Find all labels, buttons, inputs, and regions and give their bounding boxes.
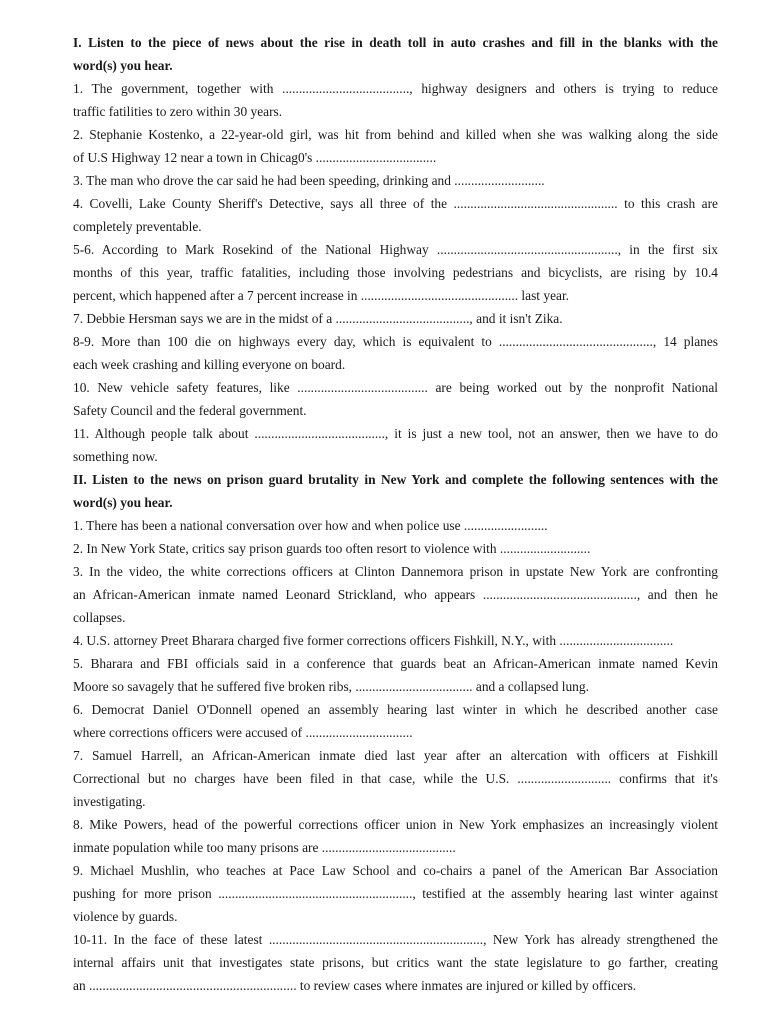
question-line: Safety Council and the federal government.	[73, 403, 307, 418]
section-2-items	[73, 514, 718, 997]
question-item	[73, 928, 718, 997]
question-line: 4. U.S. attorney Preet Bharara charged five former corrections officers Fishkill, N.Y., with ..................................	[73, 633, 674, 648]
question-line: 8. Mike Powers, head of the powerful corrections officer union in New York emphasizes an increasingly violent	[73, 817, 718, 832]
heading-line: II. Listen to the news on prison guard brutality in New York and complete the following sentences with the	[73, 472, 718, 487]
question-item	[73, 307, 718, 330]
question-line: 2. In New York State, critics say prison guards too often resort to violence with ...........................	[73, 541, 591, 556]
section-1-items	[73, 77, 718, 468]
question-line: traffic fatilities to zero within 30 years.	[73, 104, 283, 119]
question-line: 3. The man who drove the car said he had been speeding, drinking and ...........................	[73, 173, 545, 188]
question-item	[73, 192, 718, 238]
question-line: months of this year, traffic fatalities, including those involving pedestrians and bicyclists, are rising by 10.4	[73, 265, 718, 280]
section-1-heading	[73, 31, 718, 77]
heading-line: I. Listen to the piece of news about the rise in death toll in auto crashes and fill in the blanks with the	[73, 35, 718, 50]
question-line: percent, which happened after a 7 percent increase in ............................................... last year.	[73, 288, 570, 303]
question-line: 2. Stephanie Kostenko, a 22-year-old girl, was hit from behind and killed when she was walking along the side	[73, 127, 718, 142]
question-line: 4. Covelli, Lake County Sheriff's Detective, says all three of the ................................................. to this crash are	[73, 196, 718, 211]
question-line: 11. Although people talk about ......................................., it is just a new tool, not an answer, then we have to do	[73, 426, 718, 441]
worksheet-page	[73, 31, 718, 997]
question-item	[73, 376, 718, 422]
question-item	[73, 859, 718, 928]
question-item	[73, 422, 718, 468]
question-line: 10-11. In the face of these latest ................................................................, New York has already strengthened the	[73, 932, 718, 947]
section-1	[73, 31, 718, 468]
question-line: 3. In the video, the white corrections officers at Clinton Dannemora prison in upstate New York are confronting	[73, 564, 718, 579]
question-line: 1. The government, together with ......................................, highway designers and others is trying to reduce	[73, 81, 718, 96]
question-line: investigating.	[73, 794, 146, 809]
question-line: pushing for more prison .........................................................., testified at the assembly hearing last winter against	[73, 886, 718, 901]
heading-line: word(s) you hear.	[73, 58, 173, 73]
question-line: 1. There has been a national conversation over how and when police use .........................	[73, 518, 548, 533]
question-line: 7. Debbie Hersman says we are in the midst of a ........................................, and it isn't Zika.	[73, 311, 563, 326]
question-item	[73, 123, 718, 169]
question-line: 7. Samuel Harrell, an African-American inmate died last year after an altercation with officers at Fishkill	[73, 748, 718, 763]
question-line: an African-American inmate named Leonard Strickland, who appears .............................................., and then he	[73, 587, 718, 602]
question-line: 5-6. According to Mark Rosekind of the National Highway ......................................................, in the first six	[73, 242, 718, 257]
question-item	[73, 629, 718, 652]
question-line: violence by guards.	[73, 909, 178, 924]
question-line: 5. Bharara and FBI officials said in a conference that guards beat an African-American inmate named Kevin	[73, 656, 718, 671]
question-item	[73, 537, 718, 560]
question-item	[73, 652, 718, 698]
question-line: internal affairs unit that investigates state prisons, but critics want the state legislature to go farther, creating	[73, 955, 718, 970]
question-line: Moore so savagely that he suffered five broken ribs, ................................... and a collapsed lung.	[73, 679, 589, 694]
question-item	[73, 698, 718, 744]
section-2-heading	[73, 468, 718, 514]
question-line: 8-9. More than 100 die on highways every day, which is equivalent to .............................................., 14 planes	[73, 334, 718, 349]
question-item	[73, 560, 718, 629]
question-line: Correctional but no charges have been filed in that case, while the U.S. ............................ confirms that it's	[73, 771, 718, 786]
question-line: 6. Democrat Daniel O'Donnell opened an assembly hearing last winter in which he described another case	[73, 702, 718, 717]
section-2	[73, 468, 718, 997]
question-line: where corrections officers were accused of ................................	[73, 725, 413, 740]
question-item	[73, 330, 718, 376]
question-line: 10. New vehicle safety features, like ....................................... are being worked out by the nonprofit National	[73, 380, 718, 395]
question-line: of U.S Highway 12 near a town in Chicag0's ....................................	[73, 150, 437, 165]
question-line: an .............................................................. to review cases where inmates are injured or killed by officers.	[73, 978, 637, 993]
question-item	[73, 813, 718, 859]
question-item	[73, 514, 718, 537]
question-line: collapses.	[73, 610, 126, 625]
question-item	[73, 238, 718, 307]
question-line: 9. Michael Mushlin, who teaches at Pace Law School and co-chairs a panel of the American Bar Association	[73, 863, 718, 878]
question-item	[73, 169, 718, 192]
question-line: each week crashing and killing everyone on board.	[73, 357, 346, 372]
question-line: completely preventable.	[73, 219, 202, 234]
heading-line: word(s) you hear.	[73, 495, 173, 510]
question-item	[73, 744, 718, 813]
question-line: inmate population while too many prisons are ........................................	[73, 840, 456, 855]
question-line: something now.	[73, 449, 158, 464]
question-item	[73, 77, 718, 123]
